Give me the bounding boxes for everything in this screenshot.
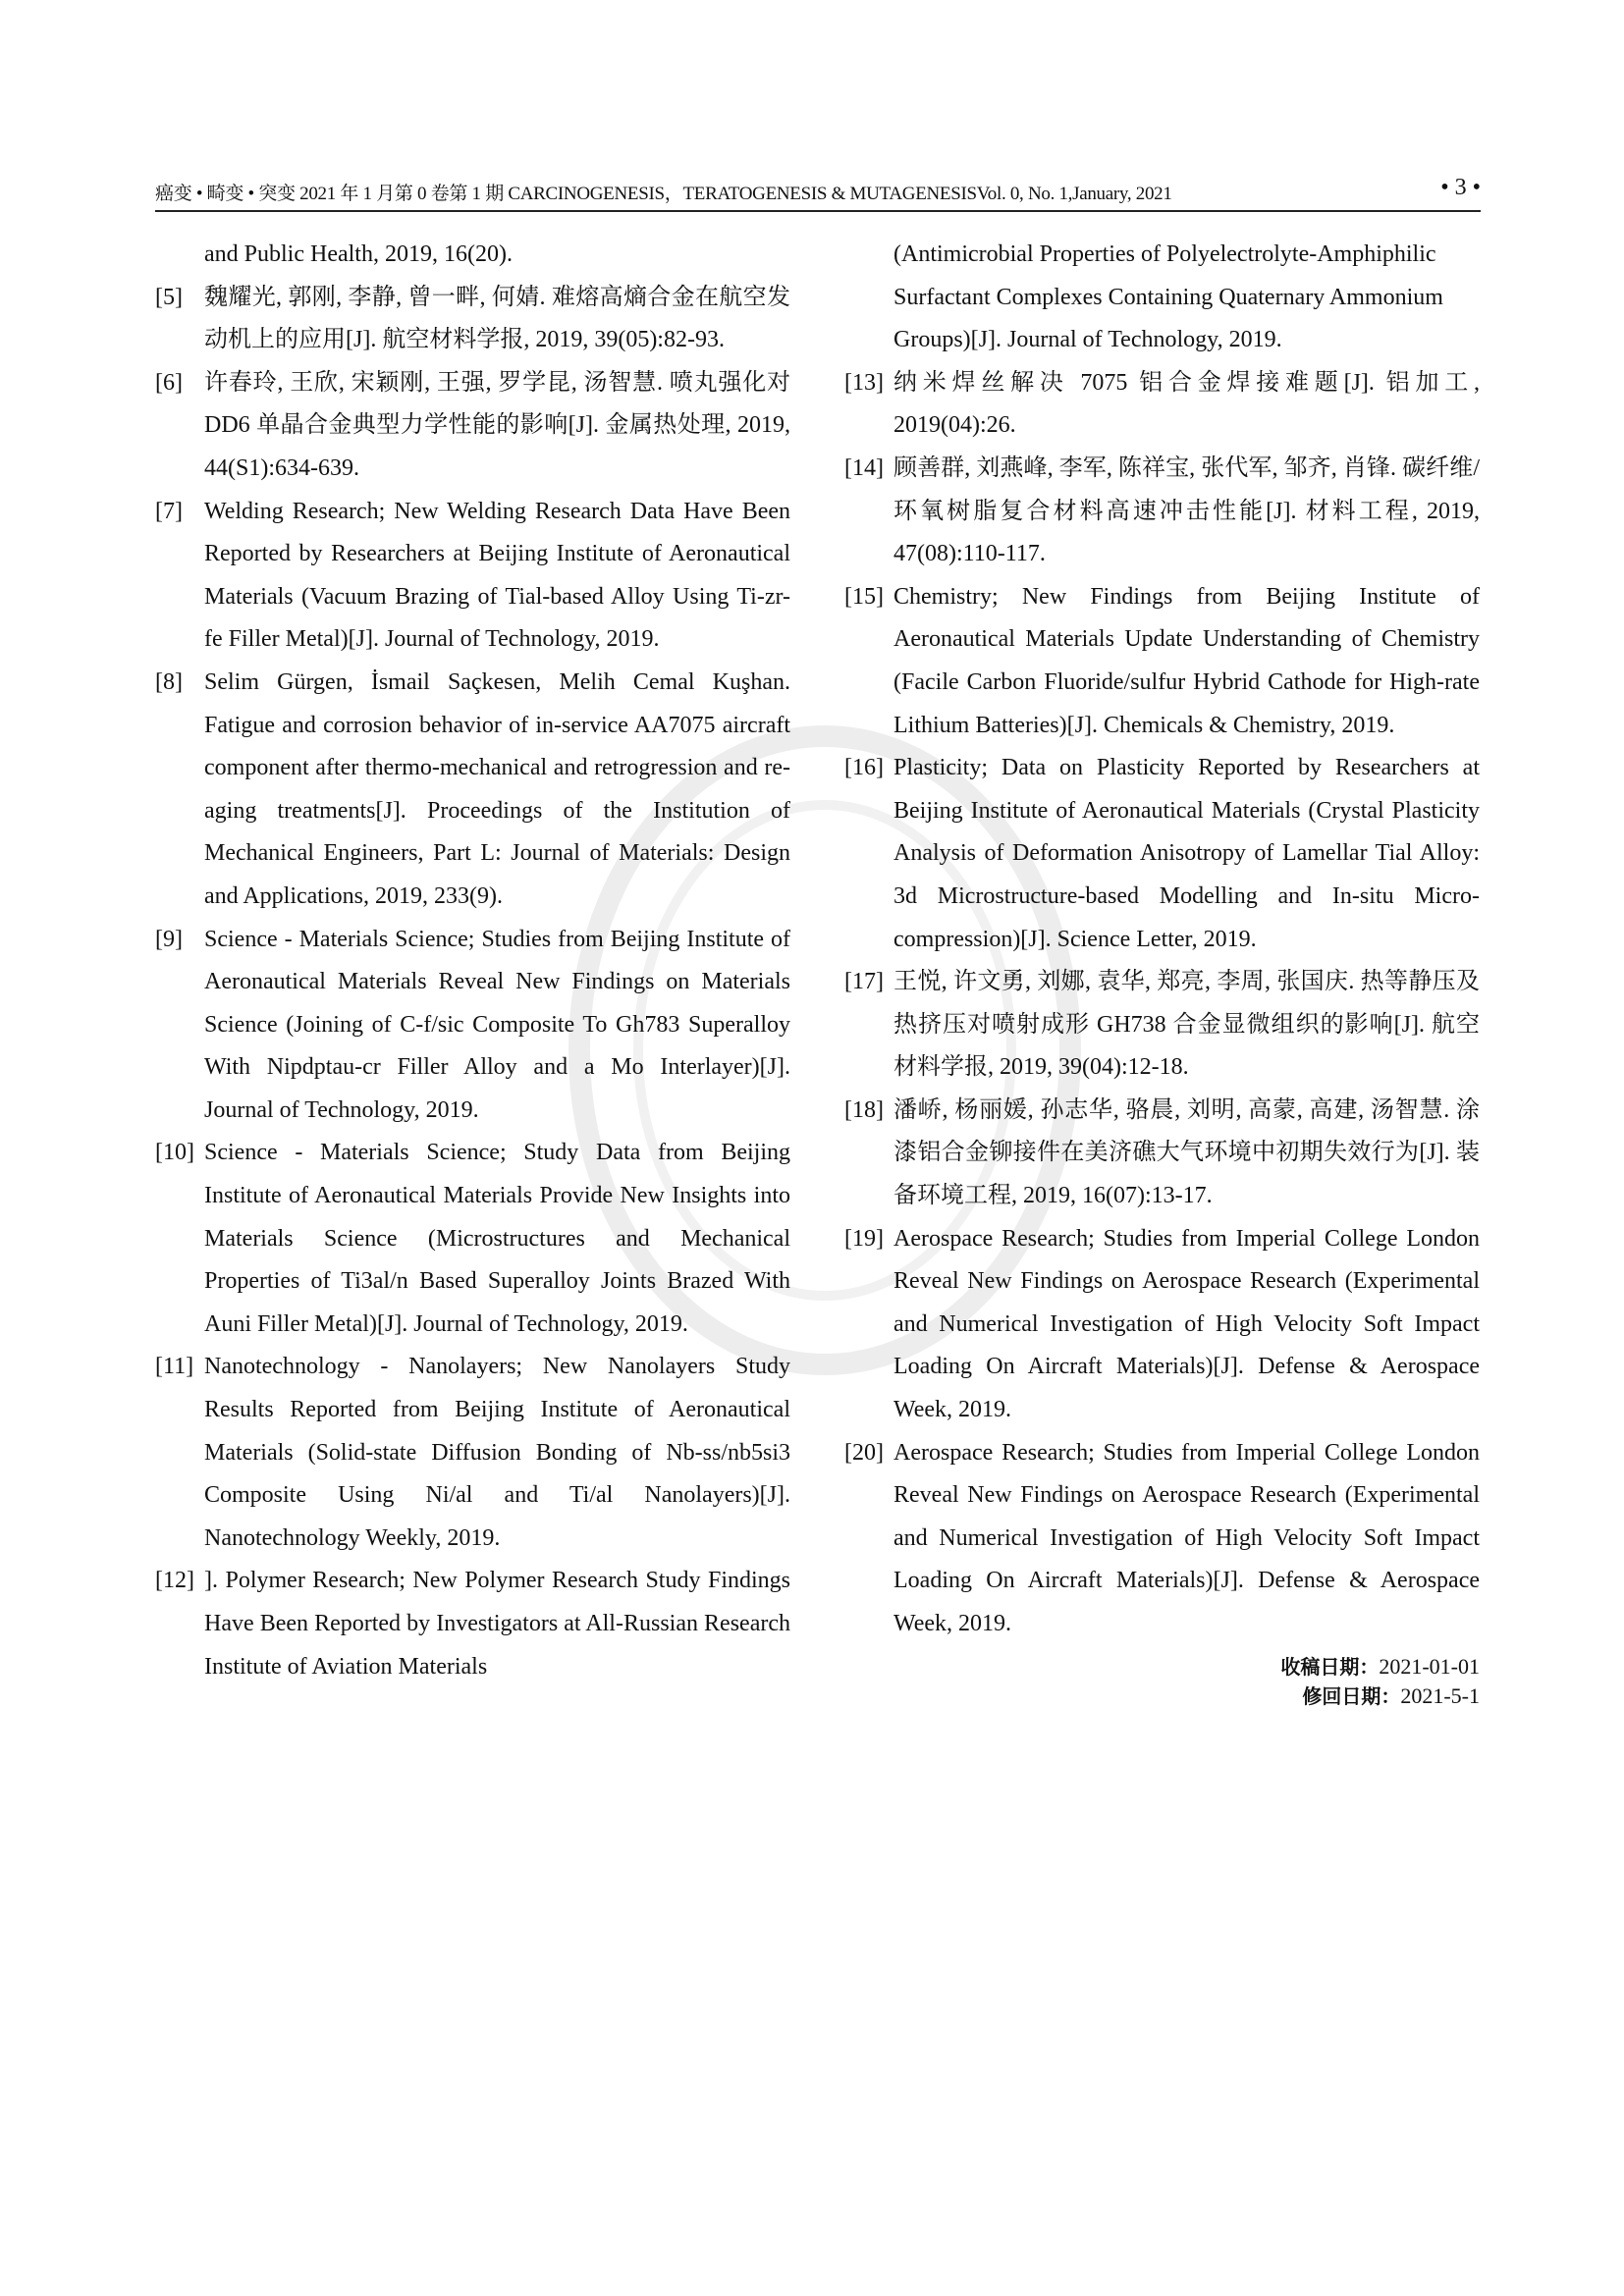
ref-number: [6] bbox=[155, 369, 183, 396]
reference-19 bbox=[844, 1218, 1480, 1432]
reference-10 bbox=[155, 1132, 790, 1346]
ref-text: 王悦, 许文勇, 刘娜, 袁华, 郑亮, 李周, 张国庆. 热等静压及热挤压对喷射成形 GH738 合金显微组织的影响[J]. 航空材料学报, 2019, 39(04):12-18. bbox=[893, 969, 1480, 1081]
ref-number: [10] bbox=[155, 1140, 194, 1166]
reference-14 bbox=[844, 448, 1480, 576]
references-left-column bbox=[155, 234, 790, 1688]
ref-text: Nanotechnology - Nanolayers; New Nanolayers Study Results Reported from Beijing Institute of Aeronautical Materials (Solid-state Diffusion Bonding of Nb-ss/nb5si3 Composite Using Ni/al and Ti/al Nanolayers)[J]. Nanotechnology Weekly, 2019. bbox=[204, 1354, 790, 1551]
ref-12-continuation: (Antimicrobial Properties of Polyelectrolyte-Amphiphilic Surfactant Complexes Containing Quaternary Ammonium Groups)[J]. Journal of Technology, 2019. bbox=[893, 241, 1443, 353]
references-right-column bbox=[844, 234, 1480, 1711]
reference-5 bbox=[155, 277, 790, 362]
revised-date-label: 修回日期： bbox=[1302, 1683, 1401, 1708]
page-number: • 3 • bbox=[1440, 175, 1481, 200]
reference-20 bbox=[844, 1432, 1480, 1646]
received-date-label: 收稿日期： bbox=[1280, 1654, 1380, 1679]
ref-text: 纳米焊丝解决 7075 铝合金焊接难题[J]. 铝加工, 2019(04):26. bbox=[893, 369, 1480, 439]
running-header bbox=[155, 175, 1481, 212]
ref-text: Aerospace Research; Studies from Imperial College London Reveal New Findings on Aerospace Research (Experimental and Numerical Investigation of High Velocity Soft Impact Loading On Aircraft Materials)[J]. Defense & Aerospace Week, 2019. bbox=[893, 1439, 1480, 1636]
reference-15 bbox=[844, 576, 1480, 747]
ref-number: [5] bbox=[155, 284, 183, 310]
ref-number: [11] bbox=[155, 1354, 194, 1380]
received-date-line bbox=[844, 1652, 1480, 1682]
ref-number: [16] bbox=[844, 755, 884, 781]
ref-4-continuation: and Public Health, 2019, 16(20). bbox=[204, 241, 513, 267]
revised-date-line bbox=[844, 1682, 1480, 1711]
ref-number: [18] bbox=[844, 1096, 884, 1123]
ref-text: Selim Gürgen, İsmail Saçkesen, Melih Cemal Kuşhan. Fatigue and corrosion behavior of in-service AA7075 aircraft component after thermo-mechanical and retrogression and re-aging treatments[J]. Proceedings of the Institution of Mechanical Engineers, Part L: Journal of Materials: Design and Applications, 2019, 233(9). bbox=[204, 668, 790, 909]
reference-6 bbox=[155, 362, 790, 491]
ref-number: [7] bbox=[155, 498, 183, 524]
ref-number: [12] bbox=[155, 1568, 194, 1594]
ref-text: Chemistry; New Findings from Beijing Institute of Aeronautical Materials Update Understanding of Chemistry (Facile Carbon Fluoride/sulfur Hybrid Cathode for High-rate Lithium Batteries)[J]. Chemicals & Chemistry, 2019. bbox=[893, 583, 1480, 738]
manuscript-dates bbox=[844, 1652, 1480, 1711]
revised-date-value: 2021-5-1 bbox=[1400, 1682, 1480, 1708]
reference-11 bbox=[155, 1346, 790, 1560]
ref-text: 许春玲, 王欣, 宋颖刚, 王强, 罗学昆, 汤智慧. 喷丸强化对 DD6 单晶合金典型力学性能的影响[J]. 金属热处理, 2019, 44(S1):634-639. bbox=[204, 369, 790, 481]
ref-text: Plasticity; Data on Plasticity Reported by Researchers at Beijing Institute of Aeronautical Materials (Crystal Plasticity Analysis of Deformation Anisotropy of Lamellar Tial Alloy: 3d Microstructure-based Modelling and In-situ Micro-compression)[J]. Science Letter, 2019. bbox=[893, 755, 1480, 952]
ref-text: Aerospace Research; Studies from Imperial College London Reveal New Findings on Aerospace Research (Experimental and Numerical Investigation of High Velocity Soft Impact Loading On Aircraft Materials)[J]. Defense & Aerospace Week, 2019. bbox=[893, 1225, 1480, 1423]
reference-7 bbox=[155, 491, 790, 662]
ref-number: [14] bbox=[844, 454, 884, 481]
ref-number: [13] bbox=[844, 369, 884, 396]
journal-header-text: 癌变 • 畸变 • 突变 2021 年 1 月第 0 卷第 1 期 CARCINOGENESIS，TERATOGENESIS & MUTAGENESISVol. 0, No. 1,January, 2021 bbox=[155, 184, 1172, 204]
ref-number: [9] bbox=[155, 926, 183, 952]
received-date-value: 2021-01-01 bbox=[1379, 1653, 1480, 1679]
ref-text: Welding Research; New Welding Research Data Have Been Reported by Researchers at Beijing Institute of Aeronautical Materials (Vacuum Brazing of Tial-based Alloy Using Ti-zr-fe Filler Metal)[J]. Journal of Technology, 2019. bbox=[204, 498, 790, 653]
reference-18 bbox=[844, 1090, 1480, 1218]
ref-text: 顾善群, 刘燕峰, 李军, 陈祥宝, 张代军, 邹齐, 肖锋. 碳纤维/环氧树脂复合材料高速冲击性能[J]. 材料工程, 2019, 47(08):110-117. bbox=[893, 454, 1480, 567]
ref-number: [8] bbox=[155, 668, 183, 695]
ref-text: ]. Polymer Research; New Polymer Research Study Findings Have Been Reported by Investigators at All-Russian Research Institute of Aviation Materials bbox=[204, 1568, 790, 1680]
reference-8 bbox=[155, 662, 790, 919]
ref-text: Science - Materials Science; Studies from Beijing Institute of Aeronautical Materials Reveal New Findings on Materials Science (Joining of C-f/sic Composite To Gh783 Superalloy With Nipdptau-cr Filler Alloy and a Mo Interlayer)[J]. Journal of Technology, 2019. bbox=[204, 926, 790, 1123]
reference-12 bbox=[155, 1560, 790, 1688]
reference-9 bbox=[155, 919, 790, 1133]
ref-text: 魏耀光, 郭刚, 李静, 曾一畔, 何婧. 难熔高熵合金在航空发动机上的应用[J]. 航空材料学报, 2019, 39(05):82-93. bbox=[204, 284, 790, 353]
ref-number: [19] bbox=[844, 1225, 884, 1252]
reference-13 bbox=[844, 362, 1480, 448]
ref-number: [15] bbox=[844, 583, 884, 610]
ref-text: Science - Materials Science; Study Data from Beijing Institute of Aeronautical Materials Provide New Insights into Materials Science (Microstructures and Mechanical Properties of Ti3al/n Based Superalloy Joints Brazed With Auni Filler Metal)[J]. Journal of Technology, 2019. bbox=[204, 1140, 790, 1337]
ref-text: 潘峤, 杨丽媛, 孙志华, 骆晨, 刘明, 高蒙, 高建, 汤智慧. 涂漆铝合金铆接件在美济礁大气环境中初期失效行为[J]. 装备环境工程, 2019, 16(07):13-17. bbox=[893, 1096, 1480, 1209]
reference-17 bbox=[844, 961, 1480, 1090]
ref-number: [20] bbox=[844, 1439, 884, 1466]
reference-16 bbox=[844, 747, 1480, 961]
ref-number: [17] bbox=[844, 969, 884, 995]
